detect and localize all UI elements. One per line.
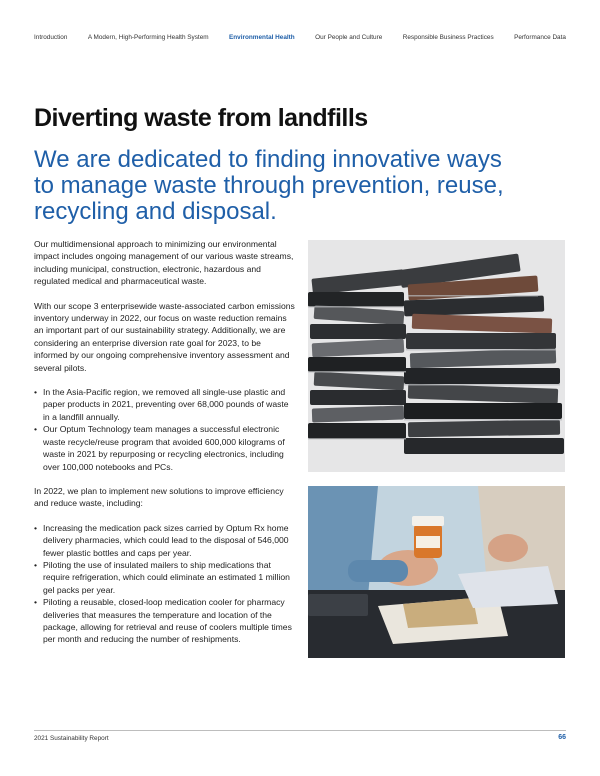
medication-photo [308,486,565,658]
nav-item-business-practices[interactable]: Responsible Business Practices [402,34,494,41]
laptops-photo [308,240,565,472]
page-number: 66 [558,734,566,741]
list-item: • Increasing the medication pack sizes carried by Optum Rx home delivery pharmacies, which could lead to the disposal of 546,000 fewer plastic bottles and caps per year. [34,522,296,559]
bullet-list [34,386,296,473]
body-paragraph: With our scope 3 enterprisewide waste-associated carbon emissions inventory underway in 2022, our focus on waste reduction remains an important part of our sustainability strategy. Additionally, we are considering an enterprise diversion rate goal for 2023, to be informed by our ongoing comprehensive inventory assessment and several pilots. [34,300,295,373]
list-item: • In the Asia-Pacific region, we removed all single-use plastic and paper products in 2021, preventing over 68,000 pounds of waste in a landfill annually. [34,386,296,423]
page-title: Diverting waste from landfills [34,104,368,132]
list-item: • Piloting the use of insulated mailers to ship medications that require refrigeration, which could eliminate an estimated 1 million gel packs per year. [34,559,296,596]
nav-item-people-culture[interactable]: Our People and Culture [315,34,383,41]
nav-item-environmental-health[interactable]: Environmental Health [229,34,295,41]
bullet-list [34,522,296,646]
body-paragraph: Our multidimensional approach to minimizing our environmental impact includes ongoing management of our various waste streams, including municipal, construction, electronic, hazardous and regulated medical and pharmaceutical waste. [34,239,294,287]
report-name: 2021 Sustainability Report [34,735,109,742]
list-item: • Our Optum Technology team manages a successful electronic waste recycle/reuse program that avoided 600,000 kilograms of waste in 2021 by repurposing or recycling electronics, including over 100,000 notebooks and PCs. [34,423,296,473]
medication-illustration [308,486,565,658]
nav-item-introduction[interactable]: Introduction [34,34,68,41]
top-navigation [34,34,566,41]
nav-item-performance-data[interactable]: Performance Data [514,34,566,41]
pill-bottle [412,516,444,558]
footer-divider [34,730,566,731]
laptops-illustration [308,240,565,472]
body-column [34,238,296,658]
nav-item-health-system[interactable]: A Modern, High-Performing Health System [87,34,209,41]
body-paragraph: In 2022, we plan to implement new solutions to improve efficiency and reduce waste, including: [34,485,284,509]
lead-statement: We are dedicated to finding innovative ways to manage waste through prevention, reuse, recycling and disposal. [34,146,504,225]
list-item: • Piloting a reusable, closed-loop medication cooler for pharmacy deliveries that measures the temperature and location of the package, allowing for retrieval and reuse of coolers multiple times per month and reducing the number of reshipments. [34,596,296,646]
